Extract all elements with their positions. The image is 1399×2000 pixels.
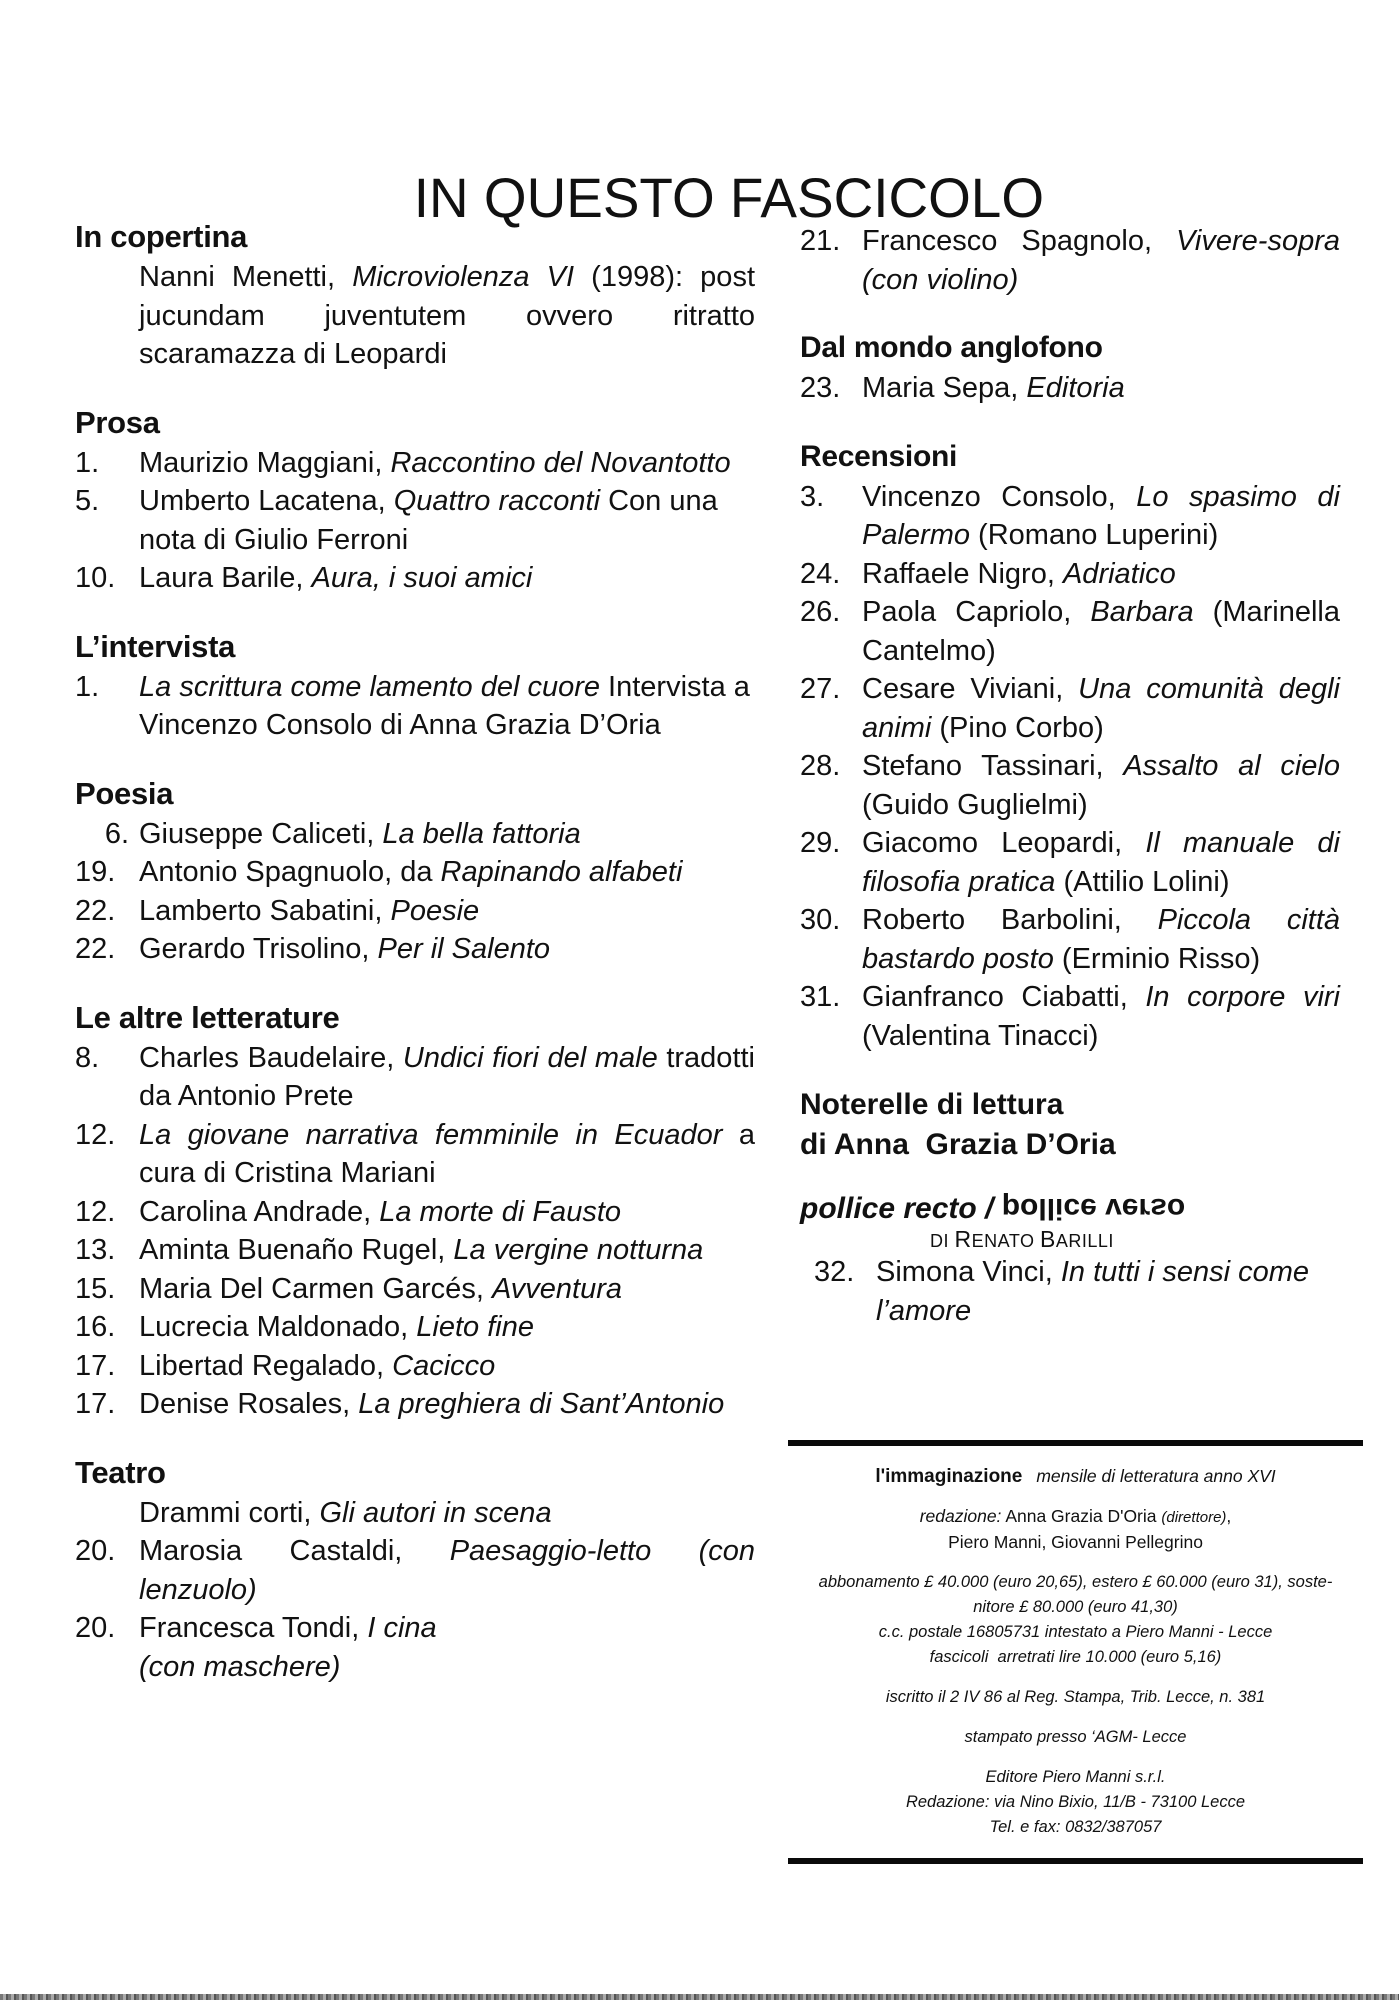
author-text: Aminta Buenaño Rugel, xyxy=(139,1234,454,1266)
pollice-verso-mirrored: pollice verso xyxy=(1001,1192,1186,1226)
author-text: Drammi corti, xyxy=(139,1496,320,1529)
section-heading: L’intervista xyxy=(75,628,236,664)
page-number: 23. xyxy=(800,372,841,404)
author-text: Lucrecia Maldonado, xyxy=(139,1311,417,1343)
noterelle-line-2: di Anna Grazia D’Oria xyxy=(800,1128,1116,1161)
author-text: Maria Sepa, xyxy=(862,372,1027,404)
pollice-author xyxy=(800,1227,1340,1253)
work-title: Raccontino del Novantotto xyxy=(390,446,731,479)
back-issues: fascicoli arretrati lire 10.000 (euro 5,16) xyxy=(929,1648,1222,1666)
entry-text xyxy=(139,1347,755,1386)
toc-entry xyxy=(75,444,755,483)
entry-text xyxy=(139,1532,755,1609)
author-text: Libertad Regalado, xyxy=(139,1349,393,1382)
page-number: 21. xyxy=(800,225,841,257)
entry-text xyxy=(862,478,1340,555)
magazine-tagline: mensile di letteratura anno XVI xyxy=(1036,1466,1276,1486)
work-title: In corpore viri xyxy=(1145,981,1340,1013)
entry-text xyxy=(139,1193,755,1232)
page-edge xyxy=(0,1994,1399,2000)
section-heading: Poesia xyxy=(75,775,174,811)
work-title: Per il Salento xyxy=(377,933,551,965)
section-heading: Recensioni xyxy=(800,439,958,473)
noterelle-heading xyxy=(800,1085,1340,1165)
redazione-label: redazione: xyxy=(919,1506,1002,1526)
entry-text xyxy=(139,559,755,598)
abbonamento: abbonamento £ 40.000 (euro 20,65), estero £ 60.000 (euro 31), soste- xyxy=(818,1573,1333,1591)
page-number: 20. xyxy=(75,1535,116,1567)
entry-text xyxy=(876,1253,1340,1330)
author-text: (Erminio Risso) xyxy=(1053,942,1261,975)
work-title: Paesaggio-letto (con lenzuolo) xyxy=(139,1535,756,1606)
work-title: Vivere-sopra (con violino) xyxy=(862,225,1340,296)
toc-entry xyxy=(800,670,1340,747)
page-number: 19. xyxy=(75,856,116,888)
author-text: Simona Vinci, xyxy=(876,1256,1061,1288)
page-number: 1. xyxy=(75,670,100,703)
phone-fax: Tel. e fax: 0832/387057 xyxy=(989,1818,1162,1836)
toc-entry xyxy=(75,1308,755,1347)
entry-text xyxy=(139,444,755,483)
page-number: 30. xyxy=(800,904,841,936)
redazione: redazione: Anna Grazia D'Oria (direttore), Piero Manni, Giovanni Pellegrino xyxy=(919,1506,1232,1552)
page-number: 26. xyxy=(800,596,841,628)
page-number: 10. xyxy=(75,562,116,594)
author-text: a cura di Cristina Mariani xyxy=(139,1118,755,1189)
author-text: (Attilio Lolini) xyxy=(1055,865,1230,898)
page-number xyxy=(75,1494,139,1533)
entry-text xyxy=(862,222,1340,299)
toc-entry xyxy=(75,1532,755,1609)
author-text: Umberto Lacatena, xyxy=(139,485,394,517)
author-text: Francesca Tondi, xyxy=(139,1612,368,1644)
work-title: Gli autori in scena xyxy=(319,1496,552,1529)
toc-entry xyxy=(800,478,1340,555)
entry-text xyxy=(139,668,755,745)
top-rule xyxy=(788,1440,1363,1446)
redazione-director-role: (direttore) xyxy=(1161,1509,1227,1526)
page-number: 27. xyxy=(800,673,841,705)
work-title: Aura, i suoi amici xyxy=(311,562,533,594)
section-heading: In copertina xyxy=(75,219,248,254)
author-prefix: DI xyxy=(930,1231,955,1251)
entry-text xyxy=(139,1609,755,1686)
toc-section xyxy=(800,222,1340,299)
section-heading: Prosa xyxy=(75,404,160,440)
toc-entry xyxy=(75,1494,755,1533)
abbonamento-cont: nitore £ 80.000 (euro 41,30) xyxy=(973,1598,1178,1616)
entry-text xyxy=(139,1231,755,1270)
toc-entry xyxy=(800,555,1340,594)
entry-text xyxy=(139,1039,755,1116)
entry-text xyxy=(139,1494,755,1533)
toc-section xyxy=(800,438,1340,1056)
entry-text xyxy=(139,930,755,969)
author-text: Gerardo Trisolino, xyxy=(139,933,378,965)
author-text: Francesco Spagnolo, xyxy=(862,225,1177,257)
entry-text xyxy=(139,892,755,931)
toc-entry xyxy=(75,853,755,892)
author-text: Roberto Barbolini, xyxy=(862,904,1158,936)
work-title: Poesie xyxy=(390,894,480,927)
toc-section xyxy=(75,1454,755,1687)
toc-entry xyxy=(800,978,1340,1055)
author-text: Con una nota di Giulio Ferroni xyxy=(139,485,718,556)
entry-text xyxy=(862,555,1340,594)
author-text: Carolina Andrade, xyxy=(139,1195,380,1228)
registration: iscritto il 2 IV 86 al Reg. Stampa, Trib. Lecce, n. 381 xyxy=(885,1688,1266,1706)
author-text: Giacomo Leopardi, xyxy=(862,827,1146,859)
author-rest-1: ENATO xyxy=(971,1231,1040,1251)
author-text: (Pino Corbo) xyxy=(931,711,1104,744)
author-text: Vincenzo Consolo, xyxy=(862,480,1137,513)
entry-text xyxy=(862,978,1340,1055)
work-title: Il manuale di filosofia pratica xyxy=(862,827,1340,898)
work-title: In tutti i sensi come l’amore xyxy=(876,1256,1310,1327)
right-column xyxy=(800,222,1340,1330)
entry-text xyxy=(862,824,1340,901)
pollice-entry-container xyxy=(800,1253,1340,1330)
page-number: 24. xyxy=(800,557,841,590)
author-text: Laura Barile, xyxy=(139,562,312,594)
entry-text xyxy=(139,1270,755,1309)
right-column-sections xyxy=(800,222,1340,1055)
toc-entry xyxy=(800,369,1340,408)
toc-section xyxy=(75,775,755,969)
entry-text xyxy=(139,815,755,854)
page-number: 22. xyxy=(75,894,116,927)
work-title: Cacicco xyxy=(392,1349,496,1382)
page-number: 1. xyxy=(75,446,100,479)
postal-account: c.c. postale 16805731 intestato a Piero Manni - Lecce xyxy=(878,1623,1273,1641)
author-text: Charles Baudelaire, xyxy=(139,1041,403,1074)
toc-entry xyxy=(75,930,755,969)
entry-text xyxy=(862,670,1340,747)
toc-entry xyxy=(800,747,1340,824)
author-text: Giuseppe Caliceti, xyxy=(139,817,383,850)
work-title: La giovane narrativa femminile in Ecuador xyxy=(139,1118,723,1151)
subscription-info xyxy=(788,1570,1363,1670)
left-column xyxy=(75,218,755,1716)
toc-section xyxy=(75,628,755,745)
entry-text xyxy=(139,853,755,892)
work-title: (con maschere) xyxy=(139,1650,341,1683)
work-title: Quattro racconti xyxy=(393,485,601,517)
redazione-others: Piero Manni, Giovanni Pellegrino xyxy=(948,1532,1203,1552)
page-number: 28. xyxy=(800,750,841,782)
work-title: Assalto al cielo xyxy=(1123,750,1340,782)
author-text: Marosia Castaldi, xyxy=(139,1535,450,1567)
author-text: (Valentina Tinacci) xyxy=(862,1019,1099,1052)
author-text: Paola Capriolo, xyxy=(862,596,1091,628)
work-title: La bella fattoria xyxy=(382,817,581,850)
work-title: Lieto fine xyxy=(416,1311,534,1343)
author-rest-2: ARILLI xyxy=(1055,1231,1114,1251)
work-title: Una comunità degli animi xyxy=(862,673,1340,744)
author-text: (Guido Guglielmi) xyxy=(862,788,1088,821)
entry-text xyxy=(139,1308,755,1347)
toc-entry xyxy=(800,222,1340,299)
page-number: 13. xyxy=(75,1234,116,1266)
toc-entry xyxy=(75,815,755,854)
author-text: Gianfranco Ciabatti, xyxy=(862,981,1146,1013)
work-title: La morte di Fausto xyxy=(379,1195,622,1228)
pollice-heading xyxy=(800,1191,1340,1227)
page-number: 17. xyxy=(75,1388,116,1420)
toc-section xyxy=(75,999,755,1424)
page-number: 6. xyxy=(104,817,129,850)
toc-entry xyxy=(75,892,755,931)
work-title: Lo spasimo di Palermo xyxy=(862,480,1340,551)
editorial-address: Redazione: via Nino Bixio, 11/B - 73100 Lecce xyxy=(905,1793,1246,1811)
author-text: Raffaele Nigro, xyxy=(862,557,1063,590)
author-text: (Marinella Cantelmo) xyxy=(862,596,1341,667)
noterelle-line-1: Noterelle di lettura xyxy=(800,1088,1064,1121)
entry-text xyxy=(862,747,1340,824)
toc-entry xyxy=(75,1385,755,1424)
colophon xyxy=(788,1440,1363,1864)
page-number: 12. xyxy=(75,1195,116,1228)
author-text: tradotti da Antonio Prete xyxy=(139,1041,755,1112)
toc-entry xyxy=(800,593,1340,670)
magazine-name: l'immaginazione xyxy=(875,1466,1023,1487)
toc-entry xyxy=(75,1193,755,1232)
work-title: Piccola città bastardo posto xyxy=(862,904,1340,975)
toc-section xyxy=(800,329,1340,408)
page-number: 12. xyxy=(75,1118,116,1151)
section-heading: Dal mondo anglofono xyxy=(800,331,1103,364)
page-title: IN QUESTO FASCICOLO xyxy=(413,165,1045,229)
printer: stampato presso ‘AGM- Lecce xyxy=(964,1728,1187,1746)
toc-entry xyxy=(800,824,1340,901)
work-title: La preghiera di Sant’Antonio xyxy=(358,1388,725,1420)
redazione-director: Anna Grazia D'Oria xyxy=(1005,1506,1157,1526)
page-number: 31. xyxy=(800,981,841,1013)
toc-entry xyxy=(75,1270,755,1309)
publisher: Editore Piero Manni s.r.l. xyxy=(985,1768,1166,1786)
author-text: Stefano Tassinari, xyxy=(862,750,1124,782)
page-number: 3. xyxy=(800,480,825,513)
author-text: Intervista a Vincenzo Consolo di Anna Grazia D’Oria xyxy=(139,670,750,741)
page-number: 8. xyxy=(75,1041,100,1074)
author-initial-2: B xyxy=(1040,1226,1056,1252)
section-heading: Teatro xyxy=(75,1454,166,1490)
toc-entry xyxy=(75,668,755,745)
toc-section xyxy=(75,404,755,598)
entry-text xyxy=(862,369,1340,408)
toc-entry xyxy=(75,1039,755,1116)
author-text: Nanni Menetti, xyxy=(139,261,353,293)
entry-text xyxy=(139,1385,755,1424)
page-number: 15. xyxy=(75,1272,116,1305)
entry-text xyxy=(139,482,755,559)
page-number: 17. xyxy=(75,1349,116,1382)
work-title: La scrittura come lamento del cuore xyxy=(139,670,600,703)
author-initial-1: R xyxy=(954,1226,972,1252)
page-number: 16. xyxy=(75,1311,116,1343)
author-text: Denise Rosales, xyxy=(139,1388,359,1420)
page-number xyxy=(75,258,139,374)
page-number: 22. xyxy=(75,933,116,965)
entry-text xyxy=(139,1116,755,1193)
author-text: (Romano Luperini) xyxy=(970,519,1219,551)
work-title: Avventura xyxy=(491,1272,622,1305)
masthead xyxy=(788,1464,1363,1489)
page-number: 32. xyxy=(814,1256,855,1288)
toc-entry xyxy=(75,1347,755,1386)
author-text: Maurizio Maggiani, xyxy=(139,446,391,479)
page-number: 29. xyxy=(800,827,841,859)
page-number: 20. xyxy=(75,1612,116,1644)
author-text: Lamberto Sabatini, xyxy=(139,894,391,927)
work-title: Rapinando alfabeti xyxy=(440,856,683,888)
toc-entry xyxy=(800,901,1340,978)
toc-entry xyxy=(75,1116,755,1193)
bottom-rule xyxy=(788,1858,1363,1864)
entry-text xyxy=(862,593,1340,670)
author-text: Cesare Viviani, xyxy=(862,673,1079,705)
work-title: I cina xyxy=(367,1612,437,1644)
entry-text xyxy=(862,901,1340,978)
toc-entry xyxy=(75,559,755,598)
work-title: Barbara xyxy=(1090,596,1194,628)
toc-entry xyxy=(75,258,755,374)
section-heading: Le altre letterature xyxy=(75,999,340,1035)
entry-text xyxy=(139,258,755,374)
work-title: La vergine notturna xyxy=(453,1234,704,1266)
work-title: Microviolenza VI xyxy=(352,261,575,293)
toc-entry xyxy=(75,1231,755,1270)
toc-entry xyxy=(75,1609,755,1686)
toc-entry xyxy=(814,1253,1340,1330)
toc-section xyxy=(75,218,755,374)
publisher-info xyxy=(788,1765,1363,1840)
author-text: Antonio Spagnuolo, da xyxy=(139,856,441,888)
pollice-recto: pollice recto / xyxy=(800,1192,994,1225)
work-title: Adriatico xyxy=(1062,557,1176,590)
work-title: Editoria xyxy=(1026,372,1125,404)
toc-entry xyxy=(75,482,755,559)
page-number: 5. xyxy=(75,485,100,517)
work-title: Undici fiori del male xyxy=(402,1041,658,1074)
author-text: Maria Del Carmen Garcés, xyxy=(139,1272,492,1305)
author-text: (1998): post jucundam juventutem ovvero ritratto scaramazza di Leopardi xyxy=(139,261,755,370)
